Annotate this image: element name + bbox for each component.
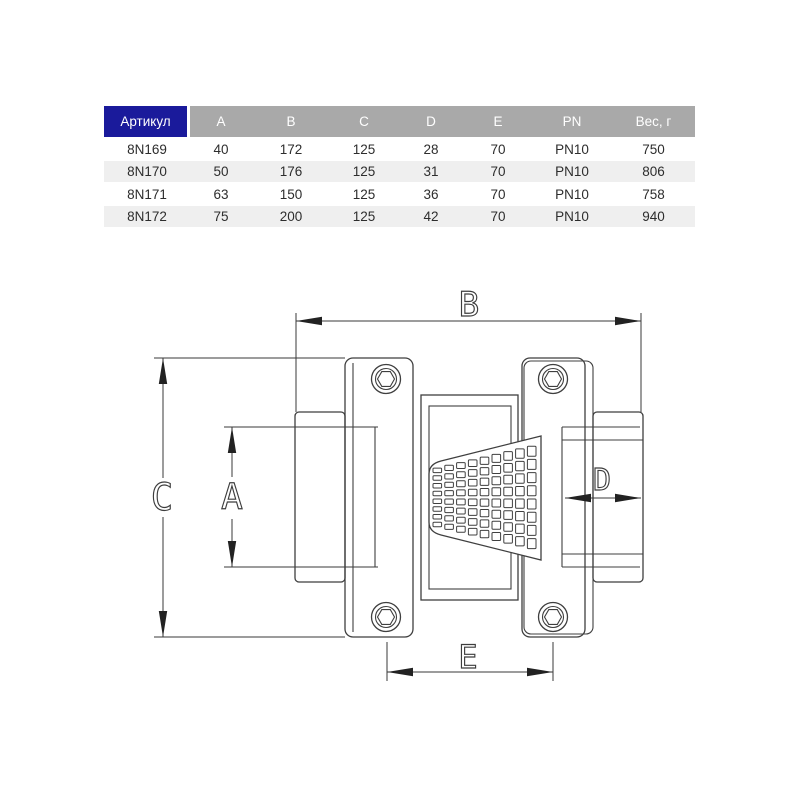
table-cell: 758 xyxy=(642,186,665,202)
table-cell: PN10 xyxy=(555,186,589,202)
table-cell: 70 xyxy=(490,141,506,157)
dimension-d xyxy=(565,463,641,502)
dim-label-a: A xyxy=(221,477,243,518)
table-header-d: D xyxy=(398,106,464,137)
table-cell: PN10 xyxy=(532,206,612,227)
table-cell: 150 xyxy=(279,186,303,202)
table-cell: 42 xyxy=(398,206,464,227)
table-cell: 8N172 xyxy=(104,206,190,227)
table-cell: 200 xyxy=(252,206,330,227)
dimension-a xyxy=(221,427,243,567)
table-cell: 28 xyxy=(423,141,439,157)
dim-label-c: C xyxy=(150,476,174,519)
table-cell: 172 xyxy=(279,141,303,157)
table-cell: 36 xyxy=(423,186,439,202)
table-cell: 940 xyxy=(612,206,695,227)
table-cell: 70 xyxy=(490,186,506,202)
table-cell: 50 xyxy=(190,161,252,182)
table-header-article: Артикул xyxy=(104,106,190,137)
table-cell: 63 xyxy=(213,186,229,202)
dim-label-e: E xyxy=(458,638,478,676)
table-cell: PN10 xyxy=(555,141,589,157)
table-cell: 125 xyxy=(352,186,376,202)
table-cell: 125 xyxy=(352,141,376,157)
dimension-b xyxy=(296,285,641,412)
table-cell: 125 xyxy=(330,206,398,227)
table-cell: 70 xyxy=(464,161,532,182)
bore-lines xyxy=(224,427,378,567)
table-header-b: B xyxy=(252,106,330,137)
strainer-cone xyxy=(429,436,541,560)
table-cell: 8N171 xyxy=(127,186,167,202)
table-header-a: A xyxy=(190,106,252,137)
dimension-e xyxy=(387,638,553,681)
table-cell: 31 xyxy=(398,161,464,182)
dim-label-b: B xyxy=(458,285,480,325)
table-cell: 125 xyxy=(330,161,398,182)
table-cell: 176 xyxy=(252,161,330,182)
table-header-e: E xyxy=(464,106,532,137)
table-cell: 806 xyxy=(612,161,695,182)
table-header-pn: PN xyxy=(532,106,612,137)
table-header-weight: Вес, г xyxy=(612,106,695,137)
table-cell: 40 xyxy=(213,141,229,157)
left-clamp xyxy=(345,358,413,637)
dim-label-d: D xyxy=(592,463,612,498)
table-cell: PN10 xyxy=(532,161,612,182)
table-cell: 75 xyxy=(190,206,252,227)
dimension-c xyxy=(151,358,345,637)
table-cell: 750 xyxy=(642,141,665,157)
table-cell: 8N169 xyxy=(127,141,167,157)
table-cell: 8N170 xyxy=(104,161,190,182)
left-socket-hub xyxy=(295,412,345,582)
table-header-c: C xyxy=(330,106,398,137)
table-cell: 70 xyxy=(464,206,532,227)
